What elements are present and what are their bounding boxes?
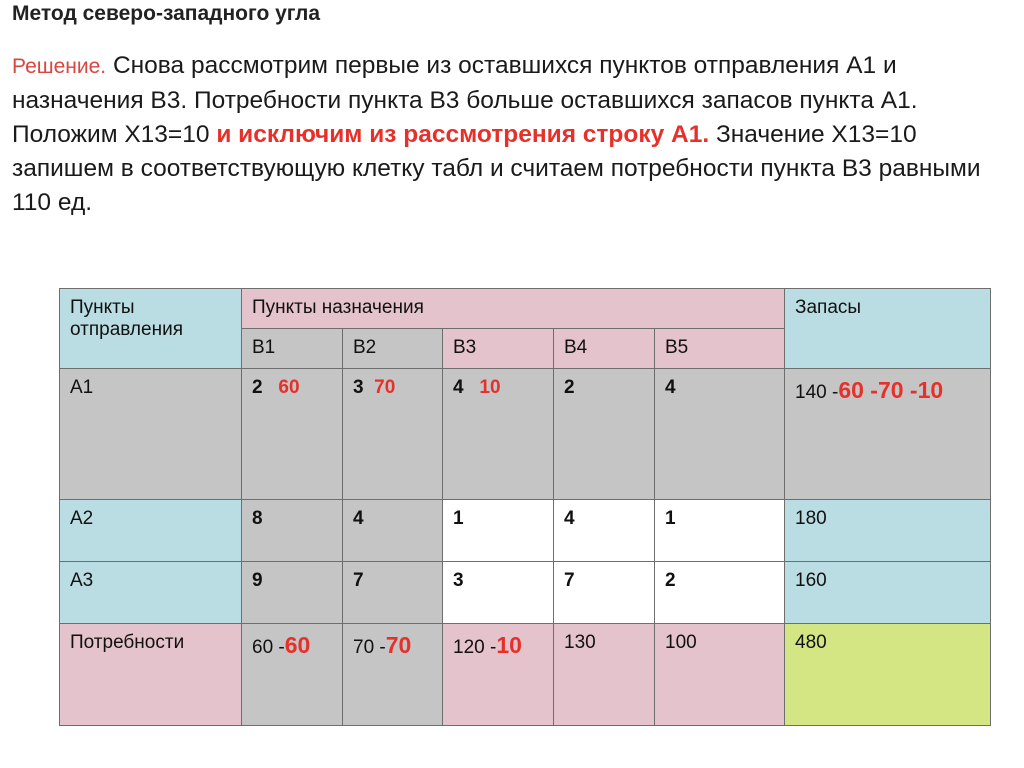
demand-value: 120 - <box>453 637 497 658</box>
supply-value: 140 - <box>795 382 839 403</box>
allocation-value: 10 <box>479 377 501 398</box>
supply-a1 <box>785 369 991 500</box>
table-row <box>60 369 991 500</box>
supply-header: Запасы <box>795 297 862 318</box>
table-row <box>60 624 991 726</box>
supply-subtractions: 60 -70 -10 <box>838 377 944 403</box>
demand-b1 <box>242 624 343 726</box>
cell-a2-b4: 4 <box>554 500 655 562</box>
demand-value: 100 <box>665 632 697 653</box>
origins-header-cell <box>60 289 242 369</box>
cell-a3-b1: 9 <box>242 562 343 624</box>
origins-header: Пункты отправления <box>70 297 183 340</box>
cell-a3-b5: 2 <box>655 562 785 624</box>
table-row <box>60 500 991 562</box>
cost-value: 2 <box>564 377 575 398</box>
demand-subtraction: 70 <box>385 632 412 658</box>
demand-value: 60 - <box>252 637 285 658</box>
demand-b5 <box>655 624 785 726</box>
demand-b2 <box>343 624 443 726</box>
solution-emphasis: и исключим из рассмотрения строку А1. <box>216 121 710 148</box>
slide-title: Метод северо-западного угла <box>12 2 321 25</box>
supply-header-cell <box>785 289 991 369</box>
cell-a1-b5 <box>655 369 785 500</box>
origin-a1-label: А1 <box>60 369 242 500</box>
solution-paragraph <box>12 49 1012 220</box>
transport-table <box>59 288 991 726</box>
destinations-header-cell <box>242 289 785 329</box>
destinations-header: Пункты назначения <box>252 297 424 318</box>
solution-label: Решение. <box>12 55 107 78</box>
allocation-value: 60 <box>278 377 300 398</box>
cell-a2-b1: 8 <box>242 500 343 562</box>
allocation-value: 70 <box>374 377 396 398</box>
origin-a2-label: А2 <box>60 500 242 562</box>
destination-b2-header: В2 <box>343 329 443 369</box>
table-row <box>60 562 991 624</box>
cost-value: 3 <box>353 377 364 398</box>
cell-a2-b2: 4 <box>343 500 443 562</box>
cell-a2-b3: 1 <box>443 500 554 562</box>
destination-b5-header: В5 <box>655 329 785 369</box>
supply-a2: 180 <box>785 500 991 562</box>
destination-b1-header: В1 <box>242 329 343 369</box>
demand-value: 130 <box>564 632 596 653</box>
solution-text-2: Значение Х13=10 запишем в соответствующую клетку табл и считаем потребности пункта В3 равными 110 ед. <box>12 121 981 216</box>
destination-b3-header: В3 <box>443 329 554 369</box>
demand-subtraction: 60 <box>284 632 311 658</box>
cell-a1-b2 <box>343 369 443 500</box>
cost-value: 4 <box>665 377 676 398</box>
demand-subtraction: 10 <box>496 632 522 658</box>
demand-label: Потребности <box>60 624 242 726</box>
cell-a3-b3: 3 <box>443 562 554 624</box>
cell-a1-b4 <box>554 369 655 500</box>
cell-a3-b2: 7 <box>343 562 443 624</box>
supply-a3: 160 <box>785 562 991 624</box>
origin-a3-label: А3 <box>60 562 242 624</box>
total-cell: 480 <box>785 624 991 726</box>
solution-text-1: Снова рассмотрим первые из оставшихся пунктов отправления А1 и назначения В3. Потребности пункта В3 больше оставшихся запасов пункта А1. Положим Х13=10 <box>12 52 918 148</box>
demand-b4 <box>554 624 655 726</box>
cost-value: 2 <box>252 377 263 398</box>
cell-a1-b1 <box>242 369 343 500</box>
cell-a2-b5: 1 <box>655 500 785 562</box>
demand-value: 70 - <box>353 637 386 658</box>
destination-b4-header: В4 <box>554 329 655 369</box>
demand-b3 <box>443 624 554 726</box>
cell-a1-b3 <box>443 369 554 500</box>
cell-a3-b4: 7 <box>554 562 655 624</box>
cost-value: 4 <box>453 377 464 398</box>
